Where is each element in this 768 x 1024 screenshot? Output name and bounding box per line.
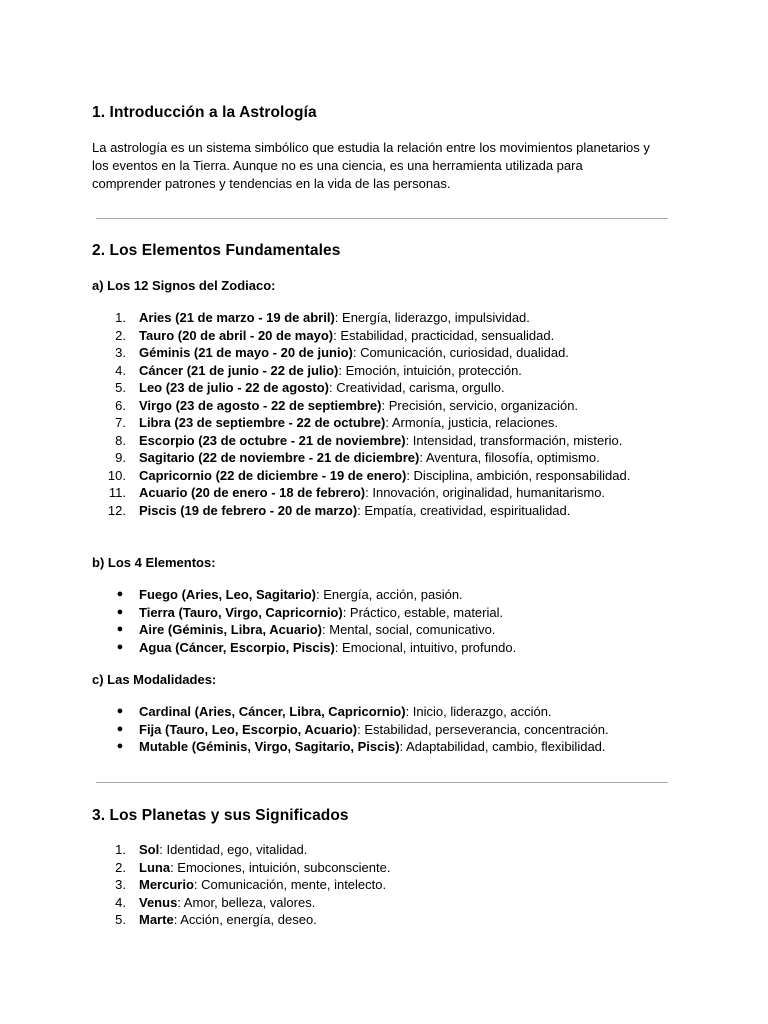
list-item-description: : Emoción, intuición, protección. bbox=[338, 362, 522, 378]
list-number: 2. bbox=[115, 859, 126, 875]
list-item-term: Marte bbox=[139, 912, 174, 927]
list-number: 1. bbox=[115, 842, 126, 857]
list-item-description: : Adaptabilidad, cambio, flexibilidad. bbox=[399, 739, 606, 754]
list-item-term: Mutable (Géminis, Virgo, Sagitario, Piscis) bbox=[139, 739, 400, 754]
list-number: 4. bbox=[115, 894, 126, 910]
list-item bbox=[92, 414, 672, 432]
list-item-description: : Estabilidad, perseverancia, concentración. bbox=[357, 721, 609, 737]
list-number: 2. bbox=[115, 327, 126, 343]
list-item-description: : Acción, energía, deseo. bbox=[173, 912, 317, 927]
list-item-term: Tauro (20 de abril - 20 de mayo) bbox=[139, 327, 334, 343]
bullet-icon: ● bbox=[116, 588, 124, 600]
list-item bbox=[92, 432, 672, 450]
list-item-description: : Armonía, justicia, relaciones. bbox=[385, 415, 559, 430]
list-item-description: : Emocional, intuitivo, profundo. bbox=[334, 639, 517, 655]
list-item-description: : Energía, acción, pasión. bbox=[315, 587, 463, 602]
list-item bbox=[92, 911, 672, 929]
bullet-icon: ● bbox=[116, 623, 124, 635]
list-item bbox=[92, 397, 672, 415]
planets-list bbox=[92, 841, 672, 929]
list-item-description: : Mental, social, comunicativo. bbox=[322, 622, 496, 637]
list-item-term: Aries (21 de marzo - 19 de abril) bbox=[139, 310, 335, 325]
signs-heading: a) Los 12 Signos del Zodiaco: bbox=[92, 278, 276, 293]
list-item-description: : Precisión, servicio, organización. bbox=[381, 397, 579, 413]
bullet-icon: ● bbox=[116, 605, 124, 618]
section-divider bbox=[96, 782, 668, 783]
list-item bbox=[92, 327, 672, 345]
list-item-description: : Creatividad, carisma, orgullo. bbox=[328, 380, 505, 395]
list-item bbox=[92, 344, 672, 362]
list-item-term: Fija (Tauro, Leo, Escorpio, Acuario) bbox=[139, 721, 358, 737]
bullet-icon: ● bbox=[116, 640, 124, 653]
list-item bbox=[92, 841, 672, 859]
list-item bbox=[92, 449, 672, 467]
list-item-term: Luna bbox=[139, 859, 171, 875]
list-item-term: Géminis (21 de mayo - 20 de junio) bbox=[139, 345, 353, 360]
list-item-term: Cardinal (Aries, Cáncer, Libra, Capricornio) bbox=[139, 704, 406, 719]
list-item bbox=[92, 467, 672, 485]
list-item-description: : Energía, liderazgo, impulsividad. bbox=[334, 310, 530, 325]
list-item-description: : Amor, belleza, valores. bbox=[177, 894, 316, 910]
list-item-description: : Estabilidad, practicidad, sensualidad. bbox=[333, 327, 555, 343]
list-item-term: Virgo (23 de agosto - 22 de septiembre) bbox=[139, 397, 382, 413]
list-item-term: Mercurio bbox=[139, 877, 194, 892]
list-item-term: Fuego (Aries, Leo, Sagitario) bbox=[139, 587, 316, 602]
section-1-title: 1. Introducción a la Astrología bbox=[92, 104, 317, 121]
list-item bbox=[92, 362, 672, 380]
list-item bbox=[92, 738, 672, 756]
list-number: 5. bbox=[115, 380, 126, 395]
list-item bbox=[92, 859, 672, 877]
list-item-term: Escorpio (23 de octubre - 21 de noviembre) bbox=[139, 432, 406, 448]
elements-heading: b) Los 4 Elementos: bbox=[92, 555, 216, 570]
list-item-term: Sagitario (22 de noviembre - 21 de diciembre) bbox=[139, 450, 420, 465]
list-item-term: Leo (23 de julio - 22 de agosto) bbox=[139, 380, 329, 395]
list-item-term: Capricornio (22 de diciembre - 19 de enero) bbox=[139, 467, 407, 483]
list-item-term: Aire (Géminis, Libra, Acuario) bbox=[139, 622, 323, 637]
bullet-icon: ● bbox=[116, 722, 124, 735]
list-item-term: Libra (23 de septiembre - 22 de octubre) bbox=[139, 415, 386, 430]
list-number: 8. bbox=[115, 432, 126, 448]
list-item bbox=[92, 876, 672, 894]
section-1-paragraph: La astrología es un sistema simbólico que estudia la relación entre los movimientos planetarios y los eventos en la Tierra. Aunque no es una ciencia, es una herramienta utilizada para comprender patrones y tendencias en la vida de las personas. bbox=[92, 140, 650, 191]
list-number: 12. bbox=[107, 502, 126, 518]
bullet-icon: ● bbox=[116, 705, 124, 717]
list-number: 5. bbox=[115, 912, 126, 927]
list-item bbox=[92, 502, 672, 520]
section-divider bbox=[96, 218, 668, 219]
list-item bbox=[92, 604, 672, 622]
list-item-description: : Inicio, liderazgo, acción. bbox=[405, 704, 552, 719]
list-item bbox=[92, 379, 672, 397]
section-3-title: 3. Los Planetas y sus Significados bbox=[92, 807, 349, 824]
list-item-term: Piscis (19 de febrero - 20 de marzo) bbox=[139, 502, 358, 518]
list-number: 9. bbox=[115, 450, 126, 465]
list-number: 10. bbox=[107, 467, 126, 483]
list-number: 3. bbox=[115, 345, 126, 360]
list-item-description: : Comunicación, mente, intelecto. bbox=[193, 877, 387, 892]
list-item-term: Venus bbox=[139, 894, 178, 910]
list-item-description: : Intensidad, transformación, misterio. bbox=[405, 432, 623, 448]
list-number: 7. bbox=[115, 415, 126, 430]
list-item-description: : Práctico, estable, material. bbox=[342, 604, 504, 620]
list-item-description: : Aventura, filosofía, optimismo. bbox=[419, 450, 600, 465]
list-item-description: : Comunicación, curiosidad, dualidad. bbox=[352, 345, 569, 360]
list-number: 3. bbox=[115, 877, 126, 892]
list-item-description: : Innovación, originalidad, humanitarismo. bbox=[365, 485, 606, 500]
elements-list bbox=[92, 586, 672, 656]
modalities-list bbox=[92, 703, 672, 756]
list-item-term: Tierra (Tauro, Virgo, Capricornio) bbox=[139, 604, 343, 620]
list-item-term: Acuario (20 de enero - 18 de febrero) bbox=[139, 485, 366, 500]
section-2-title: 2. Los Elementos Fundamentales bbox=[92, 242, 341, 259]
list-item-term: Agua (Cáncer, Escorpio, Piscis) bbox=[139, 639, 335, 655]
list-item bbox=[92, 309, 672, 327]
list-item bbox=[92, 639, 672, 657]
list-item-term: Cáncer (21 de junio - 22 de julio) bbox=[139, 362, 339, 378]
list-item bbox=[92, 703, 672, 721]
zodiac-signs-list bbox=[92, 309, 672, 519]
list-number: 1. bbox=[115, 310, 126, 325]
list-item bbox=[92, 621, 672, 639]
list-item-description: : Disciplina, ambición, responsabilidad. bbox=[406, 467, 631, 483]
list-number: 6. bbox=[115, 397, 126, 413]
list-item bbox=[92, 484, 672, 502]
list-number: 11. bbox=[108, 485, 126, 500]
list-item-description: : Empatía, creatividad, espiritualidad. bbox=[357, 502, 571, 518]
list-item bbox=[92, 721, 672, 739]
list-item bbox=[92, 586, 672, 604]
list-item bbox=[92, 894, 672, 912]
modalities-heading: c) Las Modalidades: bbox=[92, 672, 217, 687]
list-item-description: : Emociones, intuición, subconsciente. bbox=[170, 859, 391, 875]
list-item-term: Sol bbox=[139, 842, 160, 857]
list-number: 4. bbox=[115, 362, 126, 378]
list-item-description: : Identidad, ego, vitalidad. bbox=[159, 842, 308, 857]
bullet-icon: ● bbox=[116, 740, 124, 752]
